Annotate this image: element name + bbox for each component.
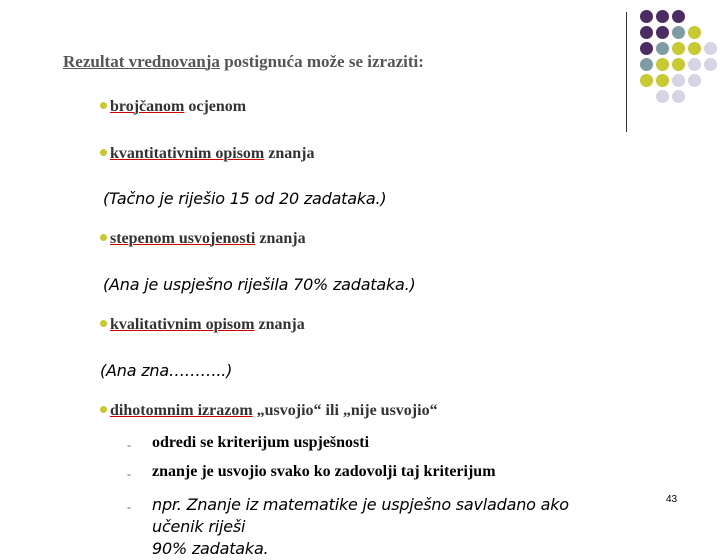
bullet-rest-text: znanja	[254, 316, 305, 333]
decorative-dot	[656, 58, 669, 71]
example-text: (Ana je uspješno riješila 70% zadataka.)	[103, 275, 416, 294]
sub-item: znanje je usvojio svako ko zadovolji taj kriterijum	[152, 463, 496, 480]
title-underlined-text: Rezultat vrednovanja	[63, 52, 220, 71]
title-rest-text: postignuća može se izraziti:	[219, 52, 424, 71]
decorative-dot	[704, 58, 717, 71]
decorative-dot	[672, 10, 685, 23]
decorative-dot	[656, 74, 669, 87]
sub-item: odredi se kriterijum uspješnosti	[152, 434, 370, 451]
decorative-divider-line	[626, 12, 627, 132]
bullet-dot-icon	[100, 320, 107, 327]
bullet-rest-text: „usvojio“ ili „nije usvojio“	[252, 402, 438, 419]
sub-item-example-line2: 90% zadataka.	[152, 539, 269, 558]
bullet-item	[100, 402, 438, 420]
slide-title	[63, 52, 424, 72]
bullet-key-text: kvantitativnim opisom	[110, 145, 265, 162]
bullet-dot-icon	[100, 149, 107, 156]
bullet-item	[100, 316, 305, 334]
bullet-dot-icon	[100, 102, 107, 109]
bullet-key-text: stepenom usvojenosti	[110, 230, 256, 247]
bullet-rest-text: znanja	[255, 230, 306, 247]
dash-icon: -	[127, 467, 131, 481]
bullet-dot-icon	[100, 406, 107, 413]
decorative-dot	[688, 42, 701, 55]
bullet-key-text: kvalitativnim opisom	[110, 316, 255, 333]
bullet-item	[100, 145, 314, 163]
decorative-dot	[672, 90, 685, 103]
decorative-dot	[672, 42, 685, 55]
decorative-dot	[640, 26, 653, 39]
example-text: (Ana zna………..)	[100, 361, 233, 380]
decorative-dot	[656, 26, 669, 39]
decorative-dot	[688, 26, 701, 39]
decorative-dot	[656, 42, 669, 55]
decorative-dot	[656, 90, 669, 103]
decorative-dot	[640, 74, 653, 87]
sub-item-example-line1: npr. Znanje iz matematike je uspješno savladano ako učenik riješi	[152, 495, 569, 536]
decorative-dot	[672, 26, 685, 39]
decorative-dot	[688, 74, 701, 87]
bullet-dot-icon	[100, 234, 107, 241]
bullet-key-text: brojčanom	[110, 98, 185, 115]
decorative-dot	[640, 58, 653, 71]
dash-icon: -	[127, 500, 131, 514]
sub-item-example	[152, 494, 622, 560]
decorative-dot	[640, 10, 653, 23]
decorative-dot	[640, 42, 653, 55]
dot-grid-icon	[640, 10, 720, 120]
decorative-dot	[688, 58, 701, 71]
bullet-rest-text: ocjenom	[184, 98, 247, 115]
example-text: (Tačno je riješio 15 od 20 zadataka.)	[103, 189, 387, 208]
bullet-rest-text: znanja	[264, 145, 315, 162]
bullet-item	[100, 98, 246, 116]
decorative-dot	[672, 58, 685, 71]
bullet-item	[100, 230, 306, 248]
decorative-dot	[704, 42, 717, 55]
decorative-dot	[672, 74, 685, 87]
page-number: 43	[666, 494, 678, 505]
decorative-dot	[656, 10, 669, 23]
dash-icon: -	[127, 438, 131, 452]
bullet-key-text: dihotomnim izrazom	[110, 402, 253, 419]
